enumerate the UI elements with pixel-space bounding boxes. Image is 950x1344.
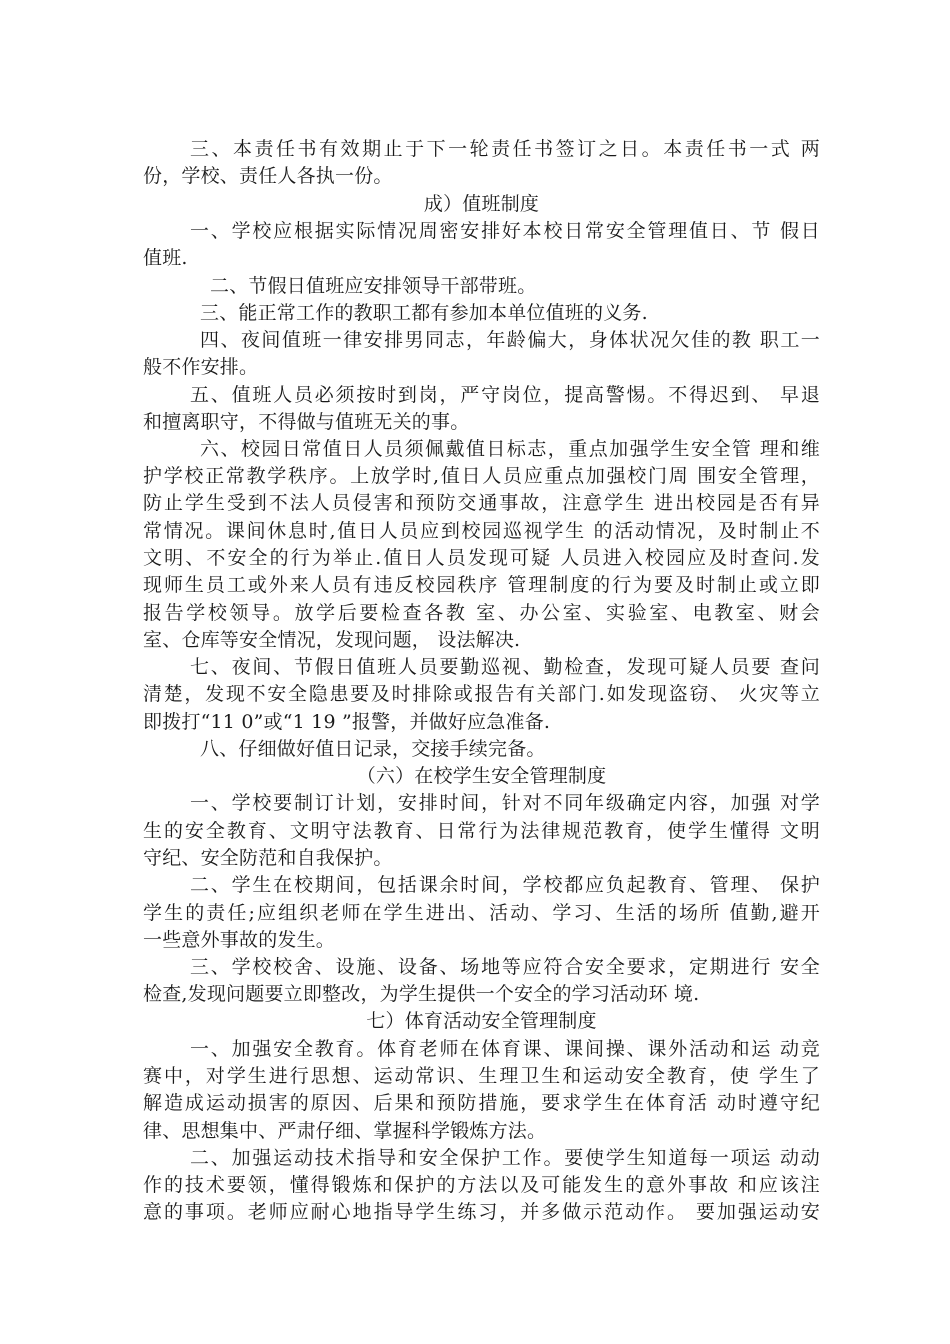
paragraph-line: 作的技术要领，懂得锻炼和保护的方法以及可能发生的意外事故 和应该注 <box>143 1174 820 1196</box>
paragraph-line: 八、仔细做好值日记录，交接手续完备。 <box>200 738 546 760</box>
paragraph-line: 文明、不安全的行为举止.值日人员发现可疑 人员进入校园应及时查问.发 <box>143 547 820 569</box>
paragraph-line: 三、学校校舍、设施、设备、场地等应符合安全要求，定期进行 安全 <box>190 956 820 978</box>
paragraph-line: 一、加强安全教育。体育老师在体育课、课间操、课外活动和运 动竞 <box>190 1038 820 1060</box>
paragraph-line: 五、值班人员必须按时到岗，严守岗位，提高警惕。不得迟到、 早退 <box>190 384 820 406</box>
paragraph-line: 护学校正常教学秩序。上放学时,值日人员应重点加强校门周 围安全管理， <box>143 465 820 487</box>
paragraph-line: 二、加强运动技术指导和安全保护工作。要使学生知道每一项运 动动 <box>190 1147 820 1169</box>
paragraph-line: 一、学校要制订计划，安排时间，针对不同年级确定内容，加强 对学 <box>190 792 820 814</box>
paragraph-line: 值班. <box>143 247 188 269</box>
paragraph-line: 六、校园日常值日人员须佩戴值日标志，重点加强学生安全管 理和维 <box>200 438 820 460</box>
paragraph-line: 三、本责任书有效期止于下一轮责任书签订之日。本责任书一式 两 <box>190 138 820 160</box>
paragraph-line: 守纪、安全防范和自我保护。 <box>143 847 393 869</box>
paragraph-line: 二、节假日值班应安排领导干部带班。 <box>210 275 537 297</box>
paragraph-line: 七、夜间、节假日值班人员要勤巡视、勤检查，发现可疑人员要 查问 <box>190 656 820 678</box>
paragraph-line: 赛中，对学生进行思想、运动常识、生理卫生和运动安全教育，使 学生了 <box>143 1065 820 1087</box>
paragraph-line: 二、学生在校期间，包括课余时间，学校都应负起教育、管理、 保护 <box>190 874 820 896</box>
paragraph-line: 一些意外事故的发生。 <box>143 929 336 951</box>
paragraph-line: 律、思想集中、严肃仔细、掌握科学锻炼方法。 <box>143 1120 547 1142</box>
paragraph-line: 份，学校、责任人各执一份。 <box>143 165 393 187</box>
paragraph-line: 报告学校领导。放学后要检查各教 室、办公室、实验室、电教室、财会 <box>143 602 820 624</box>
paragraph-line: 解造成运动损害的原因、后果和预防措施，要求学生在体育活 动时遵守纪 <box>143 1092 820 1114</box>
paragraph-line: 般不作安排。 <box>143 356 259 378</box>
section-heading: （六）在校学生安全管理制度 <box>356 765 607 787</box>
paragraph-line: 四、夜间值班一律安排男同志，年龄偏大，身体状况欠佳的教 职工一 <box>200 329 820 351</box>
paragraph-line: 检查,发现问题要立即整改，为学生提供一个安全的学习活动环 境. <box>143 983 700 1005</box>
paragraph-line: 防止学生受到不法人员侵害和预防交通事故，注意学生 进出校园是否有异 <box>143 492 820 514</box>
paragraph-line: 室、仓库等安全情况，发现问题， 设法解决. <box>143 629 521 651</box>
section-heading: 成）值班制度 <box>423 193 540 215</box>
paragraph-line: 学生的责任;应组织老师在学生进出、活动、学习、生活的场所 值勤,避开 <box>143 902 820 924</box>
paragraph-line: 一、学校应根据实际情况周密安排好本校日常安全管理值日、节 假日 <box>190 220 820 242</box>
paragraph-line: 常情况。课间休息时,值日人员应到校园巡视学生 的活动情况，及时制止不 <box>143 520 820 542</box>
paragraph-line: 和擅离职守，不得做与值班无关的事。 <box>143 411 470 433</box>
section-heading: 七）体育活动安全管理制度 <box>366 1010 597 1032</box>
paragraph-line: 生的安全教育、文明守法教育、日常行为法律规范教育，使学生懂得 文明 <box>143 820 820 842</box>
paragraph-line: 意的事项。老师应耐心地指导学生练习，并多做示范动作。 要加强运动安 <box>143 1201 820 1223</box>
paragraph-line: 即拨打“11 0”或“1 19 ”报警，并做好应急准备. <box>143 711 551 733</box>
paragraph-line: 清楚，发现不安全隐患要及时排除或报告有关部门.如发现盗窃、 火灾等立 <box>143 683 820 705</box>
paragraph-line: 现师生员工或外来人员有违反校园秩序 管理制度的行为要及时制止或立即 <box>143 574 820 596</box>
paragraph-line: 三、能正常工作的教职工都有参加本单位值班的义务. <box>200 302 648 324</box>
